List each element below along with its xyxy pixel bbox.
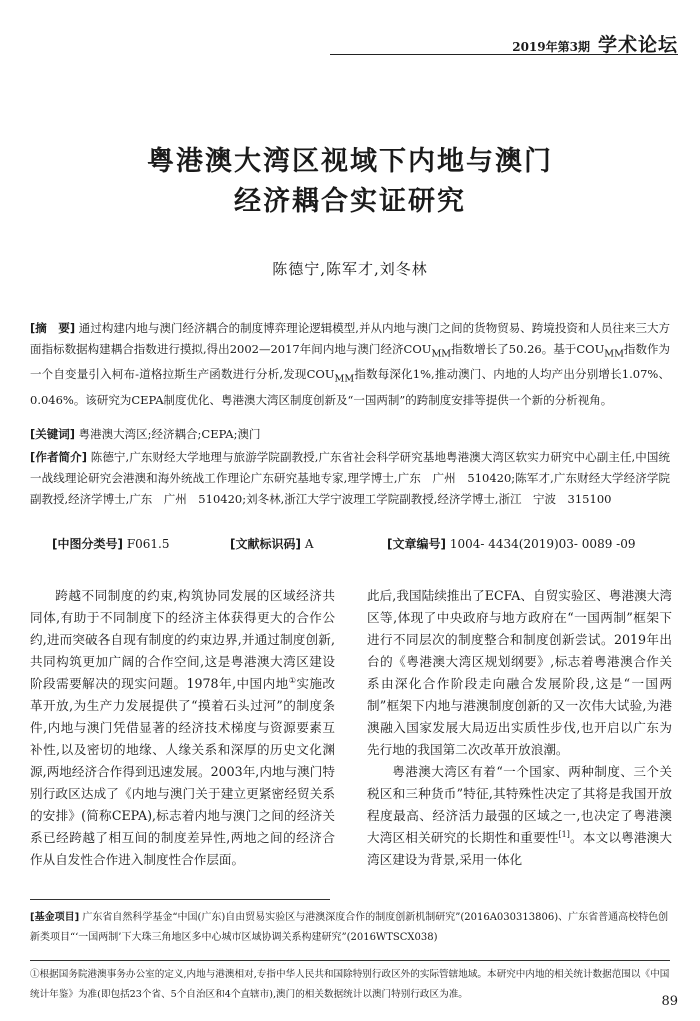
abstract-sub-1: MM (431, 348, 452, 360)
fund-label: [基金项目] (30, 912, 80, 923)
doc-code-label: [文献标识码] (230, 537, 301, 551)
author-bio (30, 447, 670, 510)
running-header (512, 30, 678, 57)
article-title (0, 142, 700, 222)
body-paragraph: 此后,我国陆续推出了ECFA、自贸实验区、粤港澳大湾区等,体现了中央政府与地方政府在“一国两制”框架下进行不同层次的制度整合和制度创新尝试。2019年出台的《粤港澳大湾区规划纲要》,标志着粤港澳合作关系由深化合作阶段走向融合发展阶段,这是“一国两制”框架下内地与港澳制度创新的又一次伟大试验,为港澳融入国家发展大局迈出实质性步伐,也开启以广东为先行地的我国第二次改革开放浪潮。 (367, 588, 672, 757)
abstract-sub-3: MM (334, 373, 355, 385)
abstract-text-4: 指数每深化1%,推动澳门、内地的人均产出分别增长1.07%、0.046%。该研究为CEPA制度优化、粤港澳大湾区制度创新及“一国两制”的跨制度安排等提供一个新的分析视角。 (30, 367, 670, 407)
body-text: 跨越不同制度的约束,构筑协同发展的区域经济共同体,有助于不同制度下的经济主体获得更大的合作公约,进而突破各自现有制度的约束边界,并通过制度创新,共同构筑更加广阔的合作空间,这是粤港澳大湾区建设阶段需要解决的现实问题。1978年,中国内地 (30, 588, 335, 691)
footnote-text: 根据国务院港澳事务办公室的定义,内地与港澳相对,专指中华人民共和国除特别行政区外的实际管辖地域。本研究中内地的相关统计数据范围以《中国统计年鉴》为准(即包括23个省、5个自治区和4个直辖市),澳门的相关数据统计以澳门特别行政区为准。 (30, 969, 670, 1000)
footnote-rule (30, 960, 670, 961)
abstract-text-3: 指数作为一个自变量引入柯布-道格拉斯生产函数进行分析,发现COU (30, 342, 671, 382)
bio-text: 陈德宁,广东财经大学地理与旅游学院副教授,广东省社会科学研究基地粤港澳大湾区软实力研究中心副主任,中国统一战线理论研究会港澳和海外统战工作理论广东研究基地专家,理学博士,广东 广州 510420;陈军才,广东财经大学经济学院副教授,经济学博士,广东 广州 510420;刘冬林,浙江大学宁波理工学院副教授,经济学博士,浙江 宁波 315100 (30, 450, 670, 506)
footnote-mark: ① (30, 969, 40, 980)
fund-text: 广东省自然科学基金“中国(广东)自由贸易实验区与港澳深度合作的制度创新机制研究”(2016A030313806)、广东省普通高校特色创新类项目“‘一国两制’下大珠三角地区多中心城市区域协调关系构建研究”(2016WTSCX038) (30, 912, 669, 943)
body-text: 。本文以粤港澳大湾区建设为背景,采用一体化 (367, 830, 673, 867)
fund-rule (30, 899, 330, 900)
author-list: 陈德宁,陈军才,刘冬林 (272, 260, 428, 278)
body-paragraph (30, 585, 335, 871)
body-column-left (30, 585, 335, 871)
doc-code-item (230, 535, 313, 552)
keywords (30, 424, 670, 445)
clc-item (52, 535, 170, 552)
keywords-label: [关键词] (30, 427, 76, 441)
body-text: 实施改革开放,为生产力发展提供了“摸着石头过河”的制度条件,内地与澳门凭借显著的经济技术梯度与资源要素互补性,以及密切的地缘、人缘关系和深厚的历史文化渊源,两地经济合作得到迅速发展。2003年,内地与澳门特别行政区达成了《内地与澳门关于建立更紧密经贸关系的安排》(简称CEPA),标志着内地与澳门之间的经济关系已经跨越了相互间的制度差异性,两地之间的经济合作从自发性合作进入制度性合作层面。 (30, 676, 336, 867)
title-line-2: 经济耦合实证研究 (234, 186, 466, 217)
clc-value: F061.5 (126, 537, 170, 551)
body-column-right (367, 585, 672, 871)
article-number-value: 1004- 4434(2019)03- 0089 -09 (449, 537, 636, 551)
body-text: 粤港澳大湾区有着“一个国家、两种制度、三个关税区和三种货币”特征,其特殊性决定了其将是我国开放程度最高、经济活力最强的区域之一,也决定了粤港澳大湾区相关研究的长期性和重要性 (367, 764, 672, 845)
reference-marker: [1] (558, 829, 570, 839)
clc-label: [中图分类号] (52, 537, 123, 551)
bio-label: [作者简介] (30, 450, 87, 464)
issue-label: 2019年第3期 (512, 40, 590, 54)
abstract (30, 318, 670, 411)
page-number: 89 (661, 994, 678, 1009)
abstract-text-2: 指数增长了50.26。基于COU (451, 342, 605, 356)
article-number-label: [文章编号] (387, 537, 446, 551)
footnote-marker: ① (288, 675, 297, 685)
fund-note (30, 908, 670, 948)
keywords-text: 粤港澳大湾区;经济耦合;CEPA;澳门 (78, 427, 261, 441)
article-number-item (387, 535, 635, 552)
footnote (30, 965, 670, 1005)
journal-name: 学术论坛 (597, 34, 678, 56)
abstract-text-1: 通过构建内地与澳门经济耦合的制度博弈理论逻辑模型,并从内地与澳门之间的货物贸易、跨境投资和人员往来三大方面指标数据构建耦合指数进行摸拟,得出2002—2017年间内地与澳门经济COU (30, 321, 671, 356)
body-paragraph (367, 761, 672, 871)
header-rule (330, 54, 678, 55)
abstract-label: [摘 要] (30, 321, 76, 335)
abstract-sub-2: MM (604, 348, 624, 360)
doc-code-value: A (304, 537, 314, 551)
title-line-1: 粤港澳大湾区视域下内地与澳门 (147, 146, 553, 177)
